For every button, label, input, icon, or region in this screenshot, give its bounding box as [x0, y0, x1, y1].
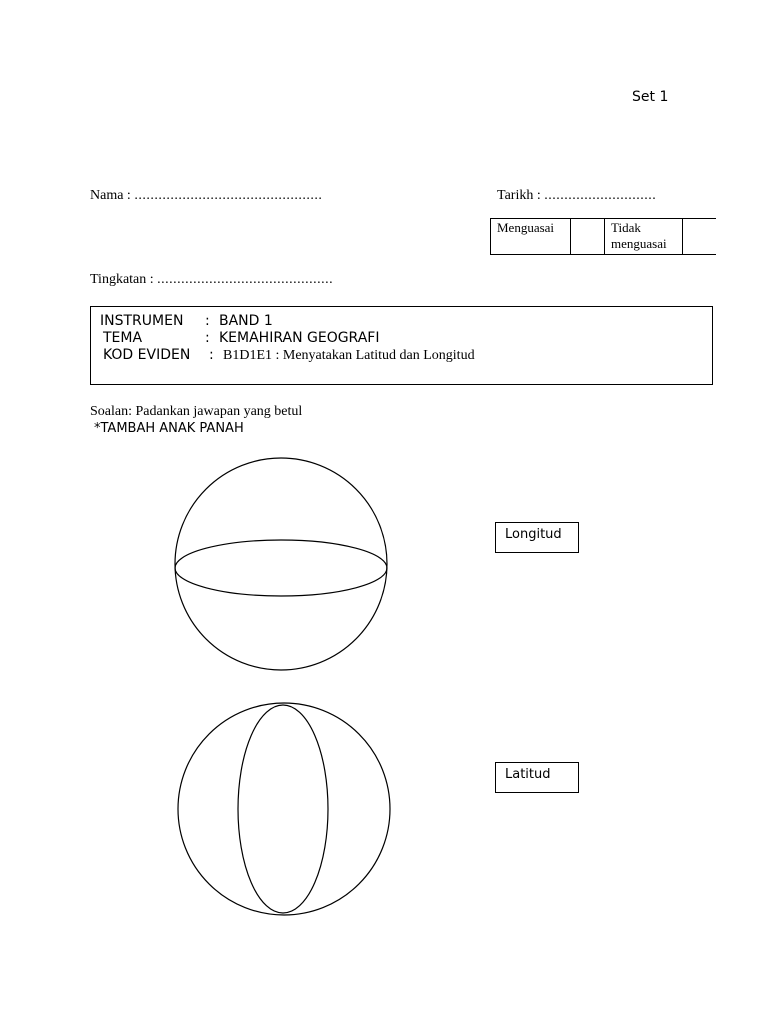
menguasai-checkbox[interactable]	[571, 219, 605, 255]
instrumen-key: INSTRUMEN	[100, 313, 184, 329]
equator-line	[175, 540, 387, 596]
tarikh-field[interactable]	[497, 188, 656, 204]
tingkatan-label: Tingkatan :	[90, 272, 154, 287]
globe-outline	[178, 703, 390, 915]
tema-sep: :	[205, 330, 210, 346]
tingkatan-dots: ............................................	[157, 272, 334, 287]
mastery-table	[490, 218, 716, 255]
kod-key: KOD EVIDEN	[103, 347, 191, 363]
tema-value: KEMAHIRAN GEOGRAFI	[219, 330, 380, 346]
tingkatan-field[interactable]	[90, 272, 333, 288]
tidak-menguasai-checkbox[interactable]	[683, 219, 717, 255]
kod-value: B1D1E1 : Menyatakan Latitud dan Longitud	[223, 348, 475, 363]
globe-outline	[175, 458, 387, 670]
tidak-line2: menguasai	[611, 236, 667, 251]
set-label: Set 1	[632, 89, 669, 105]
nama-field[interactable]	[90, 188, 322, 204]
tarikh-label: Tarikh :	[497, 188, 541, 203]
nama-dots: ...............................................	[134, 188, 323, 203]
tidak-menguasai-label	[605, 219, 683, 255]
instrumen-sep: :	[205, 313, 210, 329]
instruction-text: *TAMBAH ANAK PANAH	[94, 421, 244, 436]
kod-sep: :	[209, 347, 214, 363]
tidak-line1: Tidak	[611, 220, 641, 235]
instrumen-row	[100, 313, 273, 329]
question-text: Soalan: Padankan jawapan yang betul	[90, 404, 303, 419]
instrument-box	[90, 306, 713, 385]
tarikh-dots: ............................	[544, 188, 657, 203]
nama-label: Nama :	[90, 188, 131, 203]
answer-box-latitud[interactable]: Latitud	[495, 762, 579, 793]
meridian-line	[238, 705, 328, 913]
tema-key: TEMA	[103, 330, 143, 346]
answer-box-longitud[interactable]: Longitud	[495, 522, 579, 553]
instrumen-value: BAND 1	[219, 313, 273, 329]
globe-equator-icon	[170, 455, 394, 675]
kod-row	[103, 347, 475, 364]
globe-meridian-icon	[175, 700, 395, 916]
tema-row	[103, 330, 379, 346]
menguasai-label: Menguasai	[491, 219, 571, 255]
